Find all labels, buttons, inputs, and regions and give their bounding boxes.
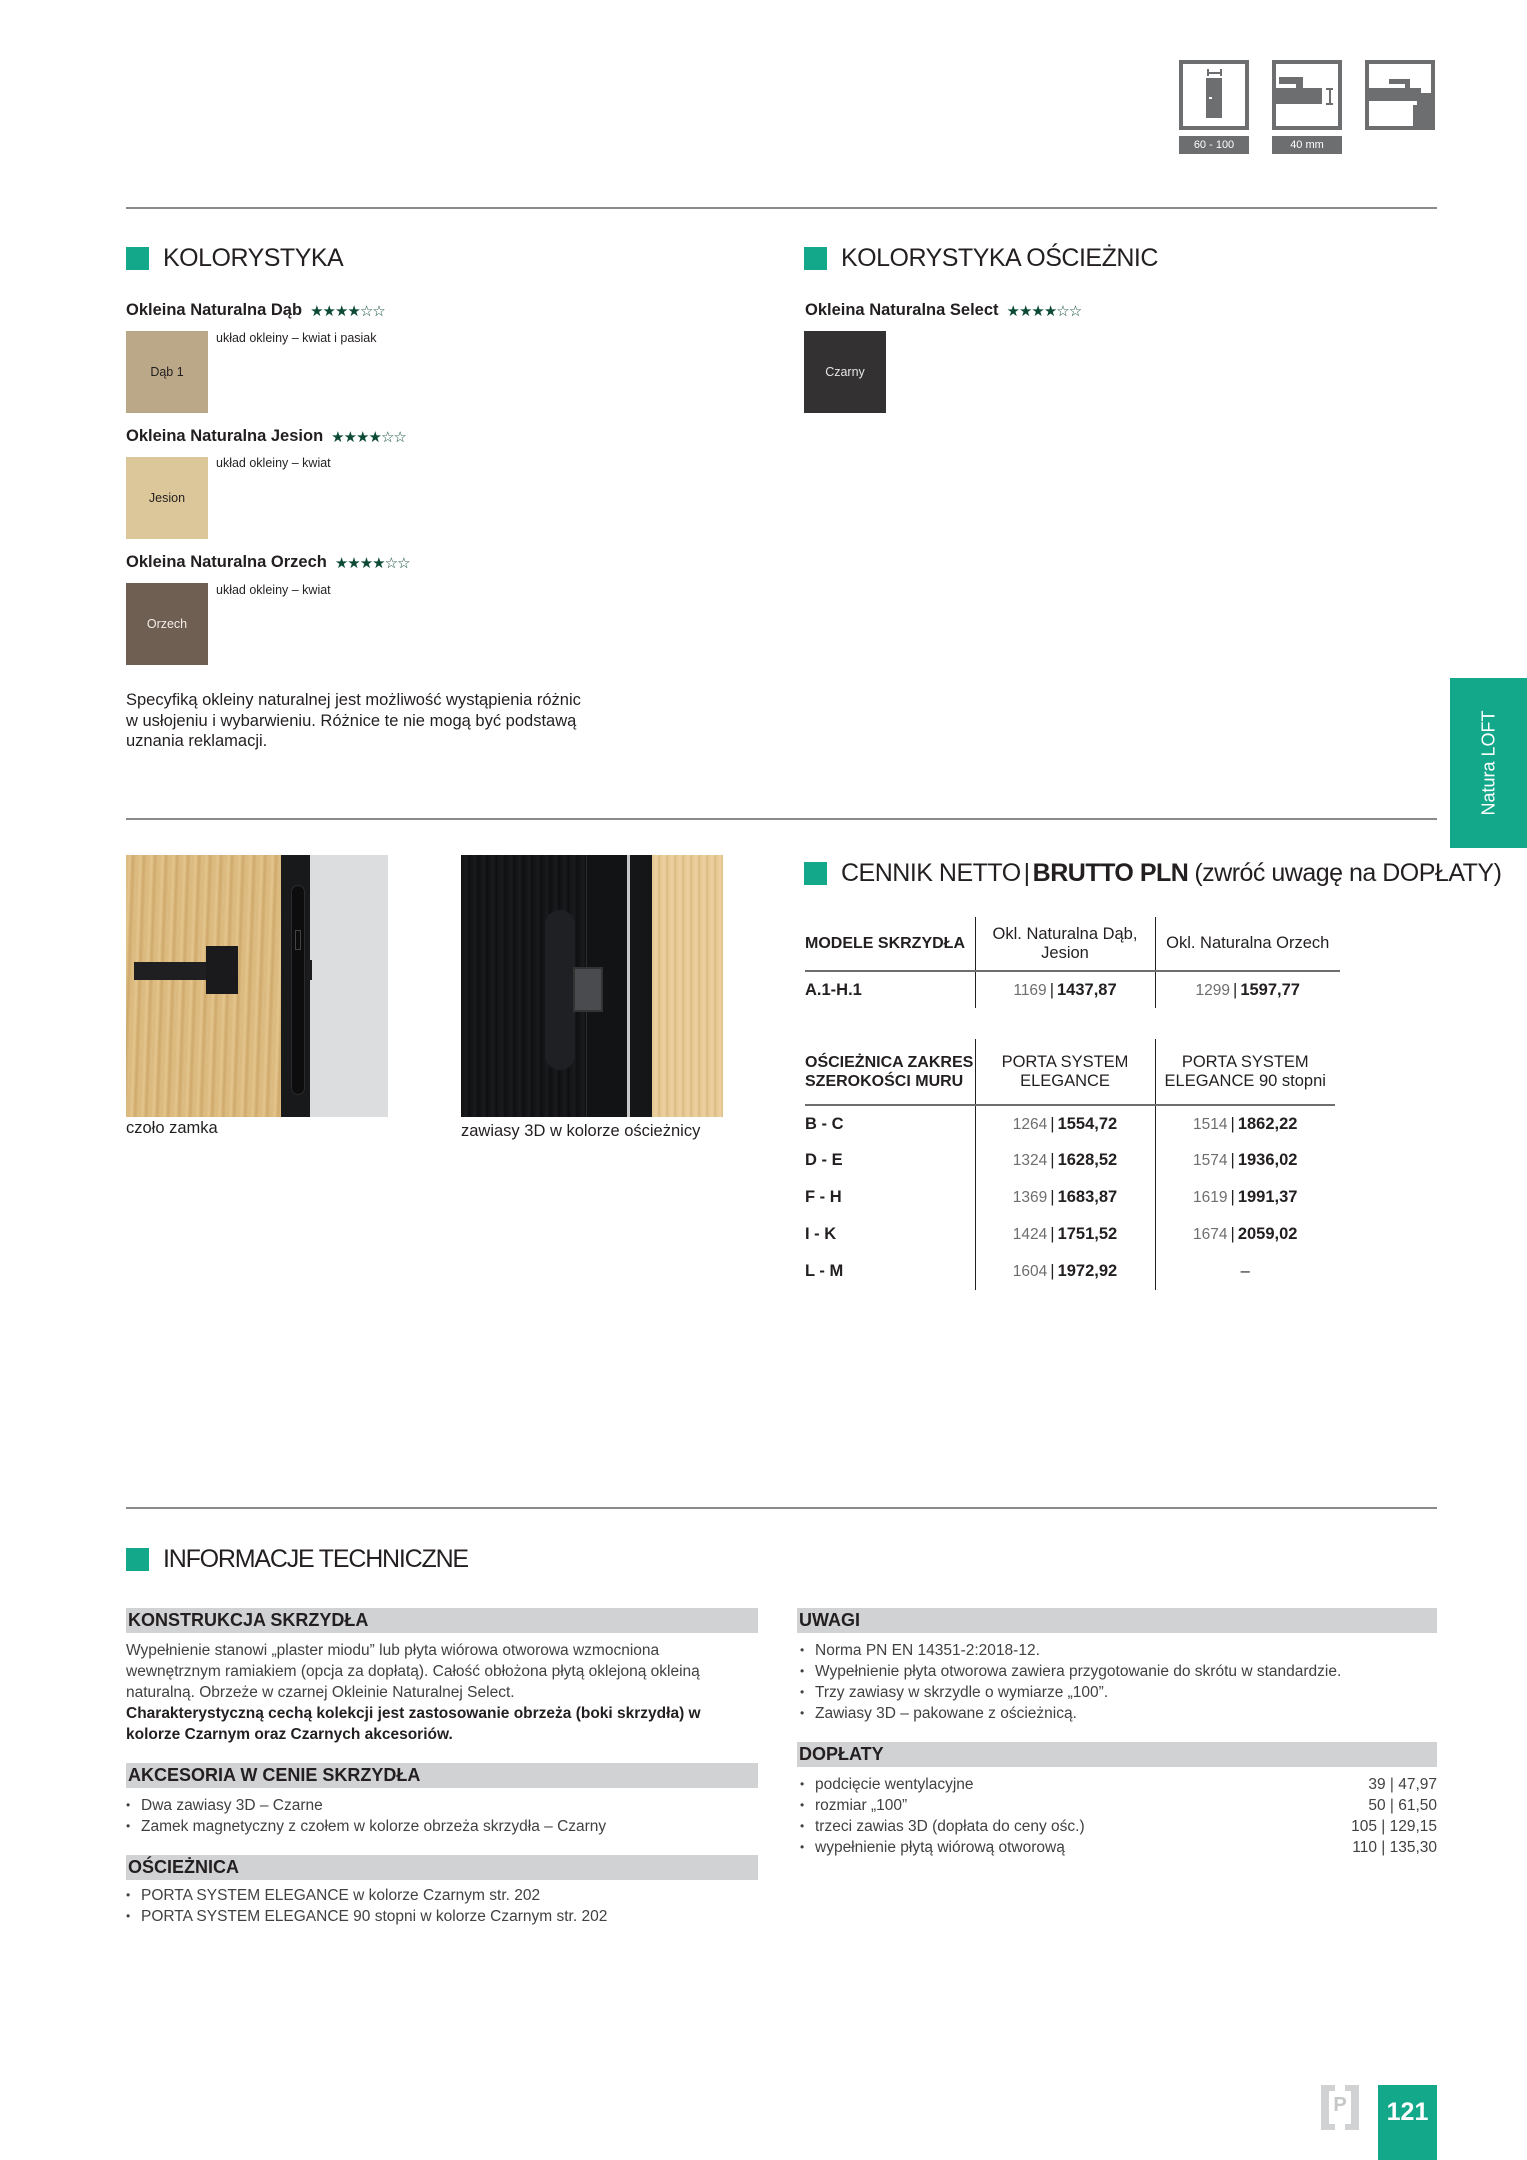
row-label: I - K [805, 1225, 837, 1243]
list-item: • Wypełnienie płyta otworowa zawiera przygotowanie do skrótu w standardzie. [800, 1661, 1341, 1682]
price-cell-empty: – [1155, 1253, 1335, 1290]
section-marker-icon [126, 247, 149, 270]
list-item: • Zawiasy 3D – pakowane z ościeżnicą. [800, 1703, 1341, 1724]
tech-info-heading: INFORMACJE TECHNICZNE [126, 1545, 468, 1574]
swatch-orzech: Orzech [126, 583, 208, 665]
door-width-icon [1179, 60, 1249, 130]
veneer-note-jesion: układ okleiny – kwiat [216, 456, 331, 470]
price-cell: 1169 | 1437,87 [975, 971, 1155, 1008]
rating-stars-icon: ★★★★☆☆ [331, 428, 406, 446]
rating-stars-icon: ★★★★☆☆ [310, 302, 385, 320]
price-cell: 1264 | 1554,72 [975, 1105, 1155, 1142]
kolorystyka-heading: KOLORYSTYKA [126, 244, 343, 273]
row-label: A.1-H.1 [805, 980, 862, 999]
price-cell: 1424 | 1751,52 [975, 1216, 1155, 1253]
swatch-czarny: Czarny [804, 331, 886, 413]
price-cell: 1574 | 1936,02 [1155, 1142, 1335, 1179]
uwagi-heading: UWAGI [797, 1608, 1437, 1633]
price-cell: 1604 | 1972,92 [975, 1253, 1155, 1290]
column-header: PORTA SYSTEM ELEGANCE 90 stopni [1155, 1039, 1335, 1105]
surcharge-item: • wypełnienie płytą wiórową otworową 110 | 135,30 [800, 1837, 1437, 1858]
uwagi-list [800, 1640, 1341, 1724]
door-frame-icon [1365, 60, 1435, 130]
divider-top [126, 207, 1437, 209]
section-tab: Natura LOFT [1450, 678, 1527, 848]
oscieznica-heading: OŚCIEŻNICA [126, 1855, 758, 1880]
page-number: 121 [1378, 2085, 1437, 2160]
list-item: • PORTA SYSTEM ELEGANCE 90 stopni w kolorze Czarnym str. 202 [126, 1906, 607, 1927]
akcesoria-list [126, 1795, 606, 1837]
akcesoria-heading: AKCESORIA W CENIE SKRZYDŁA [126, 1763, 758, 1788]
door-thickness-label: 40 mm [1272, 136, 1342, 154]
row-label: B - C [805, 1114, 844, 1133]
table-row [805, 1179, 1335, 1216]
swatch-jesion: Jesion [126, 457, 208, 539]
porta-logo-icon: P [1321, 2085, 1359, 2130]
row-label: D - E [805, 1151, 843, 1169]
surcharge-price: 50 | 61,50 [1368, 1797, 1437, 1814]
hinge-photo-caption: zawiasy 3D w kolorze ościeżnicy [461, 1122, 701, 1140]
rating-stars-icon: ★★★★☆☆ [1006, 302, 1082, 320]
table-header-row [805, 1039, 1335, 1105]
price-cell: 1619 | 1991,37 [1155, 1179, 1335, 1216]
table-row [805, 1253, 1335, 1290]
list-item: • Norma PN EN 14351-2:2018-12. [800, 1640, 1341, 1661]
price-cell: 1299 | 1597,77 [1155, 971, 1340, 1008]
rating-stars-icon: ★★★★☆☆ [334, 554, 410, 572]
section-marker-icon [804, 247, 827, 270]
door-thickness-icon [1272, 60, 1342, 130]
list-item: • Dwa zawiasy 3D – Czarne [126, 1795, 606, 1816]
column-header: Okl. Naturalna Dąb, Jesion [975, 917, 1155, 971]
doplaty-heading: DOPŁATY [797, 1742, 1437, 1767]
table-row [805, 971, 1340, 1008]
surcharge-item: • rozmiar „100” 50 | 61,50 [800, 1795, 1437, 1816]
door-width-label: 60 - 100 [1179, 136, 1249, 154]
table-header-row [805, 917, 1340, 971]
surcharge-price: 39 | 47,97 [1368, 1776, 1437, 1793]
column-header: OŚCIEŻNICA ZAKRES SZEROKOŚCI MURU [805, 1039, 975, 1105]
doplaty-list [800, 1774, 1437, 1858]
price-list-heading: CENNIK NETTO | BRUTTO PLN (zwróć uwagę na DOPŁATY) [804, 859, 1501, 888]
veneer-note-orzech: układ okleiny – kwiat [216, 583, 331, 597]
veneer-disclaimer: Specyfiką okleiny naturalnej jest możliwość wystąpienia różnic w usłojeniu i wybarwieniu. Różnice te nie mogą być podstawą uznania reklamacji. [126, 691, 581, 750]
veneer-title-jesion: Okleina Naturalna Jesion ★★★★☆☆ [126, 427, 406, 446]
lock-photo [126, 855, 388, 1117]
section-marker-icon [804, 862, 827, 885]
price-cell: 1369 | 1683,87 [975, 1179, 1155, 1216]
surcharge-item: • podcięcie wentylacyjne 39 | 47,97 [800, 1774, 1437, 1795]
table-row [805, 1105, 1335, 1142]
price-cell: 1324 | 1628,52 [975, 1142, 1155, 1179]
kolorystyka-oscieznic-heading: KOLORYSTYKA OŚCIEŻNIC [804, 244, 1158, 273]
models-price-table [805, 917, 1340, 1008]
column-header: PORTA SYSTEM ELEGANCE [975, 1039, 1155, 1105]
section-marker-icon [126, 1548, 149, 1571]
row-label: L - M [805, 1262, 844, 1280]
surcharge-price: 105 | 129,15 [1351, 1818, 1437, 1835]
price-cell: 1514 | 1862,22 [1155, 1105, 1335, 1142]
list-item: • Zamek magnetyczny z czołem w kolorze obrzeża skrzydła – Czarny [126, 1816, 606, 1837]
swatch-dab: Dąb 1 [126, 331, 208, 413]
oscieznica-list [126, 1885, 607, 1927]
column-header: MODELE SKRZYDŁA [805, 917, 975, 971]
veneer-title-dab: Okleina Naturalna Dąb ★★★★☆☆ [126, 301, 385, 320]
frame-price-table [805, 1039, 1335, 1290]
hinge-photo [461, 855, 723, 1117]
veneer-title-orzech: Okleina Naturalna Orzech ★★★★☆☆ [126, 553, 410, 572]
konstrukcja-text: Wypełnienie stanowi „plaster miodu” lub płyta wiórowa otworowa wzmocniona wewnętrznym ramiakiem (opcja za dopłatą). Całość obłożona płytą oklejoną okleiną naturalną. Obrzeże w czarnej Okleinie Naturalnej Select. Charakterystyczną cechą kolekcji jest zastosowanie obrzeża (boki skrzydła) w kolorze Czarnym oraz Czarnych akcesoriów. [126, 1642, 701, 1743]
row-label: F - H [805, 1188, 842, 1206]
divider-middle [126, 818, 1437, 820]
price-cell: 1674 | 2059,02 [1155, 1216, 1335, 1253]
list-item: • Trzy zawiasy w skrzydle o wymiarze „100”. [800, 1682, 1341, 1703]
table-row [805, 1142, 1335, 1179]
list-item: • PORTA SYSTEM ELEGANCE w kolorze Czarnym str. 202 [126, 1885, 607, 1906]
surcharge-item: • trzeci zawias 3D (dopłata do ceny ośc.) 105 | 129,15 [800, 1816, 1437, 1837]
column-header: Okl. Naturalna Orzech [1155, 917, 1340, 971]
lock-photo-caption: czoło zamka [126, 1119, 218, 1137]
divider-bottom [126, 1507, 1437, 1509]
veneer-note-dab: układ okleiny – kwiat i pasiak [216, 331, 377, 345]
konstrukcja-heading: KONSTRUKCJA SKRZYDŁA [126, 1608, 758, 1633]
surcharge-price: 110 | 135,30 [1352, 1839, 1437, 1856]
veneer-title-select: Okleina Naturalna Select ★★★★☆☆ [805, 301, 1082, 320]
table-row [805, 1216, 1335, 1253]
